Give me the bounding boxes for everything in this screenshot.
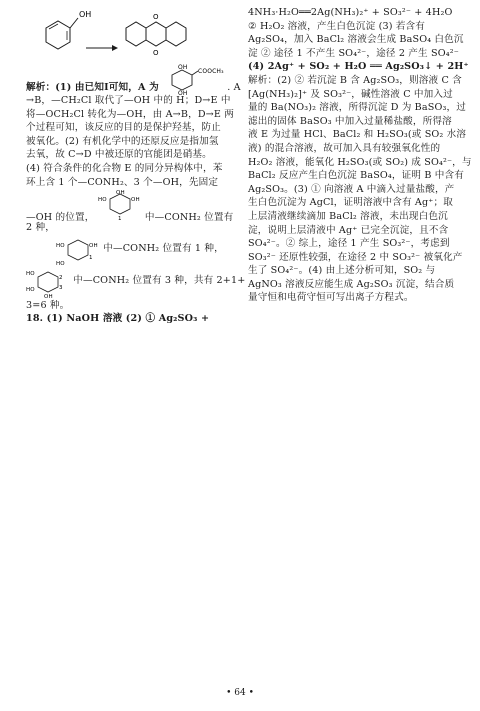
- isomer-structure-1: [98, 189, 142, 221]
- right-line-10: 液 E 为过量 HCl、BaCl₂ 和 H₂SO₃(或 SO₂ 水溶: [248, 129, 467, 141]
- left-column: [26, 6, 246, 326]
- analysis-line-4: 个过程可知，该反应的目的是保护羟基，防止: [26, 122, 221, 134]
- isomer-structure-2: [56, 235, 100, 267]
- right-line-5: (4) 2Ag⁺ + SO₂ + H₂O ══ Ag₂SO₃↓ + 2H⁺: [248, 61, 469, 73]
- isomer-structure-3: [26, 267, 70, 299]
- analysis-line-12: [26, 267, 246, 300]
- oh-label-5: OH: [44, 293, 53, 300]
- reaction-scheme-figure: [26, 6, 231, 58]
- right-line-12: H₂O₂ 溶液，能氧化 H₂SO₃(或 SO₂) 成 SO₄²⁻，与: [248, 156, 472, 168]
- num-label-1: 1: [117, 216, 122, 223]
- num-label-4: 3: [59, 284, 63, 291]
- compound-a-structure: [162, 65, 224, 95]
- oh-label-3: OH: [89, 242, 98, 249]
- structure-row-top: [26, 6, 231, 58]
- right-line-19: SO₃²⁻ 还原性较强，在途径 2 中 SO₃²⁻ 被氧化产: [248, 251, 463, 263]
- right-line-18: SO₄²⁻。② 综上，途径 1 产生 SO₃²⁻，考虑到: [248, 238, 450, 250]
- right-line-4: 淀 ② 途径 1 不产生 SO₄²⁻，途径 2 产生 SO₄²⁻: [248, 47, 459, 59]
- page-number: • 64 •: [226, 688, 254, 698]
- oh-label-1: OH: [130, 197, 140, 204]
- analysis-text-1: 解析：(1) 由已知Ⅰ可知，A 为: [26, 81, 159, 93]
- right-line-13: BaCl₂ 反应产生白色沉淀 BaSO₄，证明 B 中含有: [248, 170, 464, 182]
- ho-label-4: HO: [26, 270, 35, 277]
- ho-label-1: HO: [97, 197, 107, 204]
- analysis-line-8: 环上含 1 个—CONH₂、3 个—OH，先固定: [26, 176, 219, 188]
- right-line-20: 生了 SO₄²⁻。(4) 由上述分析可知，SO₂ 与: [248, 265, 436, 277]
- analysis-line-6: 去氧，故 C→D 中被还原的官能团是硝基。: [26, 149, 212, 161]
- ho-label-5: HO: [26, 286, 35, 293]
- right-line-9: 滤出的固体 BaSO₃ 中加入过量稀盐酸，所得溶: [248, 115, 452, 127]
- right-line-1: 4NH₃·H₂O══2Ag(NH₃)₂⁺ + SO₃²⁻ + 4H₂O: [248, 7, 453, 18]
- right-line-22: 量守恒和电荷守恒可写出离子方程式。: [248, 292, 414, 304]
- oh-label-2: OH: [115, 190, 125, 197]
- analysis-line-7: (4) 符合条件的化合物 E 的同分异构体中，苯: [26, 162, 223, 174]
- analysis-line-13: 3=6 种。: [26, 299, 70, 311]
- oh-top-label: OH: [178, 64, 188, 71]
- right-line-8: 量的 Ba(NO₃)₂ 溶液，所得沉淀 D 为 BaSO₃，过: [248, 102, 466, 114]
- analysis-line-11: [26, 235, 231, 267]
- right-line-6: 解析：(2) ② 若沉淀 B 含 Ag₂SO₃，则溶液 C 含: [248, 74, 462, 86]
- right-line-21: AgNO₃ 溶液反应能生成 Ag₂SO₃ 沉淀，结合质: [248, 278, 455, 290]
- ho-label-2: HO: [56, 242, 65, 249]
- analysis-line-9: [26, 189, 234, 223]
- analysis-line-5: 被氧化。(2) 有机化学中的还原反应是指加氢: [26, 135, 219, 147]
- oh-bottom-label: OH: [178, 90, 188, 97]
- analysis-line-2: →B，—CH₂Cl 取代了—OH 中的 H；D→E 中: [26, 95, 231, 106]
- analysis-line-10: 2 种，: [26, 222, 55, 234]
- svg-text:O: O: [153, 49, 159, 57]
- svg-text:O: O: [153, 13, 159, 21]
- analysis-line-3: 将—OCH₂Cl 转化为—OH，由 A→B，D→E 两: [26, 108, 234, 120]
- question-18-line: 18. (1) NaOH 溶液 (2) ① Ag₂SO₃ +: [26, 313, 210, 325]
- right-line-2: ② H₂O₂ 溶液，产生白色沉淀 (3) 若含有: [248, 20, 426, 32]
- analysis-tail-9: 中—CONH₂ 位置有: [144, 211, 234, 223]
- num-label-3: 2: [59, 274, 63, 281]
- analysis-line-1: 解析：(1) 由已知Ⅰ可知，A 为 COOCH₃ OH OH . A: [26, 64, 241, 97]
- right-line-16: 上层清液继续滴加 BaCl₂ 溶液，未出现白色沉: [248, 210, 448, 222]
- cooch3-label: COOCH₃: [198, 68, 224, 75]
- right-column: [248, 6, 472, 305]
- num-label-2: 1: [89, 254, 93, 261]
- analysis-text-9: —OH 的位置，: [26, 211, 95, 223]
- right-line-17: 淀，说明上层清液中 Ag⁺ 已完全沉淀，且不含: [248, 224, 449, 236]
- analysis-text-12: 中—CONH₂ 位置有 3 种，共有 2+1+: [73, 275, 246, 287]
- right-line-3: Ag₂SO₄，加入 BaCl₂ 溶液会生成 BaSO₄ 白色沉: [248, 34, 464, 46]
- ho-label-3: HO: [56, 260, 65, 267]
- right-line-11: 液) 的混合溶液，故可加入具有较强氧化性的: [248, 142, 441, 154]
- right-line-15: 生白色沉淀为 AgCl，证明溶液中含有 Ag⁺；取: [248, 197, 453, 209]
- right-line-7: [Ag(NH₃)₂]⁺ 及 SO₃²⁻，碱性溶液 C 中加入过: [248, 88, 453, 100]
- oh-label: OH: [79, 10, 92, 19]
- analysis-tail-11: 中—CONH₂ 位置有 1 种，: [103, 243, 224, 255]
- right-line-14: Ag₂SO₃。(3) ① 向溶液 A 中滴入过量盐酸，产: [248, 183, 455, 195]
